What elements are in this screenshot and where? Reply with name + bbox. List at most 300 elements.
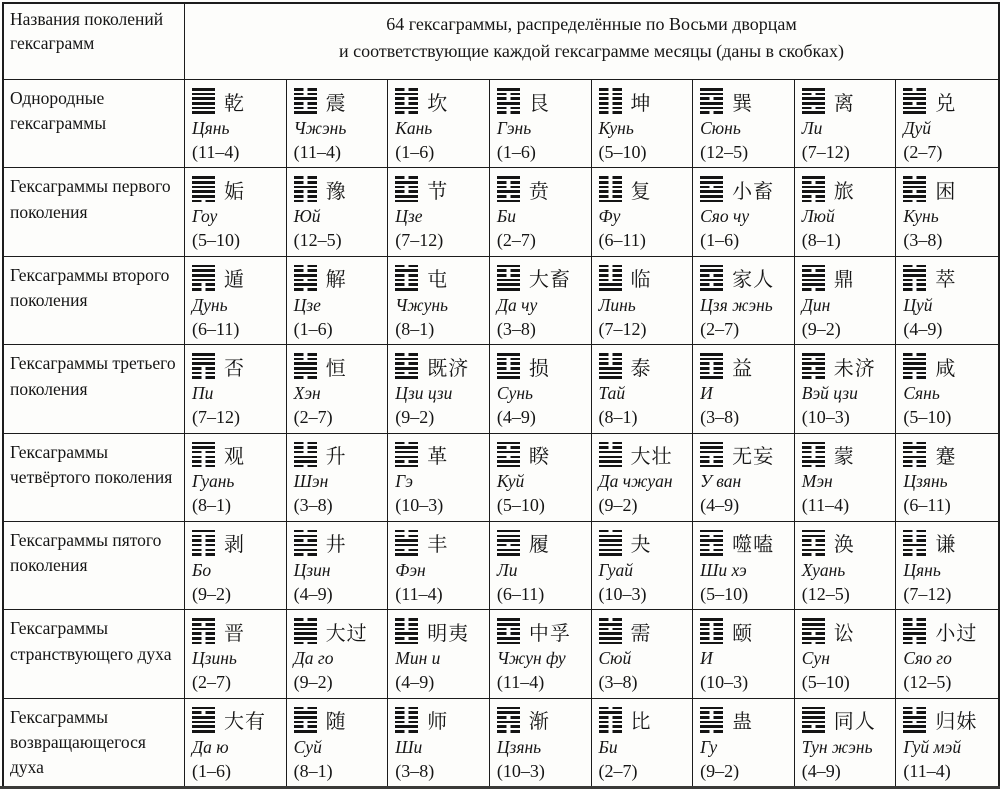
hexagram-cell-top (802, 352, 894, 380)
hexagram-cell (185, 257, 287, 345)
hexagram-line-broken (802, 269, 825, 272)
hexagram-months: (2–7) (598, 761, 638, 782)
hexagram-name-ru: Цзянь (903, 471, 948, 492)
hexagram-cell (388, 345, 490, 433)
hexagram-line-solid (903, 632, 926, 635)
hexagram-line-broken (294, 618, 317, 621)
hexagram-line-solid (903, 274, 926, 277)
hexagram-line-broken (903, 623, 926, 626)
hexagram-line-broken (294, 465, 317, 468)
hexagram-figure (192, 442, 215, 468)
row-label: Гексаграммы четвёртого поколения (4, 434, 185, 522)
hexagram-name-ru: Ли (496, 559, 518, 580)
hexagram-line-solid (903, 107, 926, 110)
hexagram-hanzi: 晋 (224, 622, 245, 645)
hexagram-figure (903, 707, 926, 733)
hexagram-line-broken (294, 88, 317, 91)
hexagram-months: (9–2) (700, 761, 740, 782)
hexagram-line-solid (497, 190, 520, 193)
hexagram-cell (795, 80, 897, 168)
hexagram-line-solid (700, 176, 723, 179)
hexagram-line-solid (192, 176, 215, 179)
hexagram-line-solid (802, 707, 825, 710)
hexagram-cell-top (802, 264, 894, 292)
hexagram-hanzi: 小畜 (732, 180, 775, 203)
hexagram-name-ru: Да чу (496, 294, 538, 315)
hexagram-line-broken (395, 176, 418, 179)
hexagram-line-broken (192, 711, 215, 714)
hexagram-line-broken (294, 200, 317, 203)
hexagram-months: (5–10) (903, 406, 952, 427)
hexagram-hanzi: 大过 (325, 622, 368, 645)
hexagram-months: (9–2) (192, 583, 231, 604)
hexagram-name-ru: Дин (801, 294, 831, 315)
hexagram-line-broken (395, 362, 418, 365)
hexagram-line-broken (497, 628, 520, 631)
hexagram-cell (490, 522, 592, 610)
hexagram-name-ru: Цянь (903, 559, 941, 580)
hexagram-months: (6–11) (496, 583, 545, 604)
hexagram-name-ru: Цзе (395, 206, 423, 227)
hexagram-hanzi: 屯 (427, 269, 449, 292)
hexagram-line-broken (395, 460, 418, 463)
hexagram-cell-top (802, 706, 894, 734)
hexagram-figure (294, 88, 317, 114)
hexagram-months: (3–8) (293, 495, 333, 516)
hexagram-cell (896, 345, 998, 433)
hexagram-line-solid (599, 632, 622, 635)
hexagram-figure (294, 442, 317, 468)
hexagram-name-ru: Юй (293, 206, 321, 227)
hexagram-cell-top (700, 706, 792, 734)
hexagram-months: (1–6) (700, 230, 740, 251)
hexagram-line-broken (192, 460, 215, 463)
hexagram-cell-top (903, 617, 996, 645)
hexagram-months: (2–7) (700, 318, 740, 339)
hexagram-figure (599, 530, 622, 556)
hexagram-line-broken (903, 460, 926, 463)
hexagram-hanzi: 观 (224, 446, 245, 468)
hexagram-cell (490, 257, 592, 345)
hexagram-months: (5–10) (801, 672, 850, 693)
hexagram-cell-top (395, 352, 487, 380)
hexagram-line-solid (395, 632, 418, 635)
hexagram-line-broken (700, 460, 723, 463)
hexagram-line-solid (192, 265, 215, 268)
hexagram-line-solid (700, 725, 723, 728)
hexagram-line-solid (192, 102, 215, 105)
hexagram-name-ru: Мэн (801, 471, 833, 492)
hexagram-hanzi: 坤 (630, 92, 652, 115)
hexagram-figure (497, 618, 520, 644)
hexagram-line-broken (192, 544, 215, 547)
hexagram-cell-top (395, 441, 487, 469)
hexagram-figure (395, 265, 418, 291)
hexagram-line-solid (395, 269, 418, 272)
hexagram-line-solid (700, 442, 723, 445)
hexagram-cell (490, 699, 592, 787)
hexagram-line-broken (294, 279, 317, 282)
hexagram-line-broken (903, 553, 926, 556)
hexagram-line-broken (700, 372, 723, 375)
hexagram-cell-top (903, 87, 996, 115)
hexagram-line-solid (497, 707, 520, 710)
hexagram-cell-top (192, 175, 284, 203)
hexagram-line-solid (395, 367, 418, 370)
hexagram-figure (192, 176, 215, 202)
hexagram-cell (388, 610, 490, 698)
hexagram-cell-top (802, 87, 894, 115)
hexagram-line-solid (294, 716, 317, 719)
hexagram-line-broken (294, 553, 317, 556)
hexagram-line-broken (294, 642, 317, 645)
hexagram-line-broken (395, 283, 418, 286)
hexagram-months: (4–9) (293, 583, 333, 604)
hexagram-cell (693, 699, 795, 787)
hexagram-line-broken (395, 716, 418, 719)
hexagram-line-solid (700, 195, 723, 198)
hexagram-name-ru: Да ю (192, 737, 229, 758)
hexagram-line-broken (395, 372, 418, 375)
hexagram-hanzi: 遁 (224, 269, 245, 292)
hexagram-hanzi: 中孚 (528, 622, 571, 645)
hexagram-cell-top (395, 706, 487, 734)
hexagram-line-broken (395, 711, 418, 714)
hexagram-line-broken (395, 279, 418, 282)
hexagram-cell-top (294, 352, 386, 380)
hexagram-name-ru: Би (598, 737, 618, 758)
hexagram-name-ru: Гэнь (496, 117, 532, 138)
hexagram-line-solid (192, 628, 215, 631)
hexagram-months: (2–7) (496, 230, 536, 251)
hexagram-cell-top (395, 617, 487, 645)
hexagram-hanzi: 噬嗑 (732, 534, 775, 557)
hexagram-line-solid (395, 465, 418, 468)
hexagram-hanzi: 乾 (224, 92, 245, 115)
hexagram-figure (294, 353, 317, 379)
hexagram-line-solid (903, 195, 926, 198)
hexagram-name-ru: Линь (598, 294, 636, 315)
hexagram-line-broken (395, 102, 418, 105)
hexagram-line-solid (802, 535, 825, 538)
hexagram-line-broken (599, 530, 622, 533)
hexagram-cell (693, 522, 795, 610)
hexagram-hanzi: 益 (732, 357, 754, 380)
hexagram-line-solid (903, 628, 926, 631)
hexagram-cell (185, 610, 287, 698)
hexagram-line-broken (294, 707, 317, 710)
hexagram-figure (599, 353, 622, 379)
hexagram-line-broken (497, 544, 520, 547)
hexagram-line-broken (395, 274, 418, 277)
hexagram-line-broken (903, 353, 926, 356)
hexagram-cell-top (700, 175, 792, 203)
row-label: Однородные гексаграммы (4, 80, 185, 168)
hexagram-cell-top (294, 441, 386, 469)
hexagram-months: (8–1) (801, 230, 841, 251)
hexagram-cell-top (497, 175, 589, 203)
hexagram-line-solid (903, 716, 926, 719)
hexagram-line-solid (294, 711, 317, 714)
hexagram-cell-top (700, 441, 792, 469)
hexagram-line-broken (294, 93, 317, 96)
hexagram-months: (5–10) (598, 141, 647, 162)
hexagram-figure (599, 707, 622, 733)
row-label: Гексаграммы второго поколения (4, 257, 185, 345)
hexagram-cell (388, 522, 490, 610)
hexagram-line-solid (497, 442, 520, 445)
hexagram-cell (795, 168, 897, 256)
hexagram-line-broken (802, 553, 825, 556)
hexagram-line-solid (599, 451, 622, 454)
hexagram-hanzi: 夬 (630, 534, 652, 557)
hexagram-hanzi: 小过 (935, 622, 978, 645)
hexagram-line-broken (599, 628, 622, 631)
hexagram-cell-top (700, 264, 792, 292)
hexagram-months: (3–8) (700, 406, 740, 427)
hexagram-line-broken (700, 362, 723, 365)
hexagram-cell-top (802, 175, 894, 203)
hexagram-table (2, 2, 1000, 789)
row-label: Гексаграммы третьего поколения (4, 345, 185, 433)
hexagram-line-broken (294, 107, 317, 110)
hexagram-line-solid (802, 102, 825, 105)
hexagram-name-ru: У ван (700, 471, 742, 492)
hexagram-line-solid (802, 716, 825, 719)
hexagram-hanzi: 临 (630, 269, 652, 292)
hexagram-line-broken (700, 97, 723, 100)
hexagram-cell-top (903, 352, 996, 380)
hexagram-line-solid (802, 265, 825, 268)
hexagram-line-solid (294, 730, 317, 733)
hexagram-line-broken (903, 711, 926, 714)
hexagram-name-ru: Шэн (293, 471, 329, 492)
hexagram-line-solid (395, 288, 418, 291)
hexagram-line-solid (192, 111, 215, 114)
hexagram-cell (490, 80, 592, 168)
hexagram-hanzi: 明夷 (427, 622, 470, 645)
hexagram-line-solid (903, 269, 926, 272)
hexagram-line-broken (395, 111, 418, 114)
hexagram-line-solid (802, 283, 825, 286)
hexagram-line-broken (497, 97, 520, 100)
hexagram-figure (599, 265, 622, 291)
hexagram-line-solid (802, 274, 825, 277)
hexagram-line-solid (802, 176, 825, 179)
hexagram-line-broken (294, 539, 317, 542)
hexagram-figure (700, 265, 723, 291)
hexagram-cell-top (903, 175, 996, 203)
hexagram-line-solid (192, 274, 215, 277)
hexagram-hanzi: 谦 (935, 534, 957, 557)
hexagram-line-solid (700, 707, 723, 710)
hexagram-line-broken (395, 730, 418, 733)
hexagram-name-ru: Хуань (801, 559, 846, 580)
hexagram-cell (795, 257, 897, 345)
hexagram-figure (700, 618, 723, 644)
hexagram-line-solid (497, 288, 520, 291)
hexagram-cell-top (599, 175, 691, 203)
hexagram-cell-top (599, 87, 691, 115)
hexagram-figure (802, 176, 825, 202)
hexagram-line-solid (497, 353, 520, 356)
row-label: Гексаграммы первого поколения (4, 168, 185, 256)
hexagram-months: (8–1) (192, 495, 231, 516)
hexagram-line-broken (395, 442, 418, 445)
hexagram-name-ru: Гуй мэй (903, 737, 962, 758)
hexagram-hanzi: 颐 (732, 622, 754, 645)
hexagram-name-ru: Фу (598, 206, 621, 227)
hexagram-cell (693, 80, 795, 168)
hexagram-months: (6–11) (903, 495, 951, 516)
hexagram-line-solid (903, 730, 926, 733)
hexagram-line-solid (903, 93, 926, 96)
hexagram-hanzi: 旅 (833, 180, 855, 203)
hexagram-line-solid (192, 707, 215, 710)
hexagram-line-solid (599, 535, 622, 538)
hexagram-hanzi: 既济 (427, 357, 470, 380)
hexagram-name-ru: Тун жэнь (801, 737, 873, 758)
hexagram-line-broken (903, 642, 926, 645)
hexagram-line-broken (294, 353, 317, 356)
hexagram-line-solid (294, 460, 317, 463)
hexagram-line-broken (294, 530, 317, 533)
hexagram-cell-top (802, 617, 894, 645)
hexagram-cell (287, 257, 389, 345)
hexagram-line-broken (497, 725, 520, 728)
hexagram-line-solid (192, 195, 215, 198)
hexagram-line-broken (497, 358, 520, 361)
hexagram-line-broken (192, 549, 215, 552)
hexagram-line-solid (903, 725, 926, 728)
hexagram-line-solid (497, 618, 520, 621)
hexagram-months: (10–3) (700, 672, 749, 693)
hexagram-line-broken (903, 451, 926, 454)
hexagram-line-broken (700, 549, 723, 552)
hexagram-name-ru: Гуай (598, 559, 633, 580)
hexagram-line-broken (802, 642, 825, 645)
hexagram-line-solid (802, 549, 825, 552)
hexagram-line-solid (395, 544, 418, 547)
hexagram-figure (294, 265, 317, 291)
hexagram-line-solid (903, 181, 926, 184)
hexagram-cell (896, 257, 998, 345)
hexagram-line-solid (802, 618, 825, 621)
hexagram-cell-top (497, 617, 589, 645)
hexagram-line-solid (497, 535, 520, 538)
hexagram-name-ru: Чжэнь (293, 117, 347, 138)
hexagram-hanzi: 否 (224, 357, 245, 380)
hexagram-figure (497, 442, 520, 468)
hexagram-cell-top (700, 352, 792, 380)
hexagram-months: (5–10) (700, 583, 749, 604)
hexagram-cell-top (497, 529, 589, 557)
hexagram-name-ru: Цуй (903, 294, 933, 315)
hexagram-hanzi: 损 (528, 357, 550, 380)
hexagram-figure (903, 442, 926, 468)
hexagram-hanzi: 大有 (224, 711, 266, 734)
hexagram-cell-top (802, 441, 894, 469)
hexagram-line-broken (294, 181, 317, 184)
hexagram-line-broken (802, 456, 825, 459)
hexagram-line-solid (700, 200, 723, 203)
hexagram-cell-top (903, 529, 996, 557)
hexagram-cell (592, 168, 694, 256)
hexagram-name-ru: Гоу (192, 206, 218, 227)
hexagram-figure (395, 176, 418, 202)
hexagram-hanzi: 困 (935, 180, 957, 203)
hexagram-hanzi: 泰 (630, 357, 652, 380)
hexagram-line-solid (700, 288, 723, 291)
hexagram-line-solid (700, 190, 723, 193)
hexagram-name-ru: Мин и (395, 648, 441, 669)
hexagram-cell (490, 168, 592, 256)
hexagram-line-solid (700, 181, 723, 184)
hexagram-cell (795, 434, 897, 522)
hexagram-cell (592, 345, 694, 433)
hexagram-name-ru: Хэн (293, 383, 321, 404)
hexagram-line-solid (395, 195, 418, 198)
hexagram-line-broken (599, 725, 622, 728)
hexagram-line-solid (700, 530, 723, 533)
hexagram-months: (11–4) (192, 141, 240, 162)
hexagram-line-solid (497, 200, 520, 203)
hexagram-cell (795, 345, 897, 433)
hexagram-cell-top (599, 706, 691, 734)
hexagram-line-solid (192, 716, 215, 719)
hexagram-line-broken (599, 97, 622, 100)
hexagram-name-ru: Чжунь (395, 294, 448, 315)
hexagram-line-solid (294, 549, 317, 552)
hexagram-line-solid (497, 279, 520, 282)
hexagram-figure (497, 265, 520, 291)
hexagram-line-broken (395, 707, 418, 710)
hexagram-name-ru: Цзи цзи (395, 383, 453, 404)
hexagram-months: (9–2) (598, 495, 638, 516)
hexagram-cell (287, 610, 389, 698)
hexagram-figure (395, 88, 418, 114)
hexagram-hanzi: 坎 (427, 92, 449, 115)
hexagram-line-solid (700, 539, 723, 542)
hexagram-cell-top (497, 706, 589, 734)
hexagram-cell (287, 699, 389, 787)
hexagram-months: (4–9) (395, 672, 435, 693)
hexagram-line-solid (802, 279, 825, 282)
hexagram-hanzi: 讼 (833, 622, 855, 645)
hexagram-line-solid (192, 97, 215, 100)
hexagram-cell (490, 434, 592, 522)
hexagram-cell-top (599, 352, 691, 380)
hexagram-line-broken (599, 269, 622, 272)
hexagram-cell (592, 610, 694, 698)
hexagram-cell (388, 80, 490, 168)
row-label: Гексаграммы странствующего духа (4, 610, 185, 698)
hexagram-line-broken (903, 637, 926, 640)
hexagram-line-solid (192, 181, 215, 184)
hexagram-figure (395, 442, 418, 468)
hexagram-line-solid (903, 544, 926, 547)
hexagram-cell (490, 345, 592, 433)
hexagram-months: (4–9) (700, 495, 740, 516)
hexagram-line-solid (294, 372, 317, 375)
hexagram-cell-top (599, 529, 691, 557)
hexagram-months: (3–8) (496, 318, 536, 339)
hexagram-line-broken (700, 283, 723, 286)
hexagram-line-solid (700, 721, 723, 724)
hexagram-name-ru: Суй (293, 737, 322, 758)
hexagram-line-solid (192, 88, 215, 91)
hexagram-line-solid (802, 372, 825, 375)
